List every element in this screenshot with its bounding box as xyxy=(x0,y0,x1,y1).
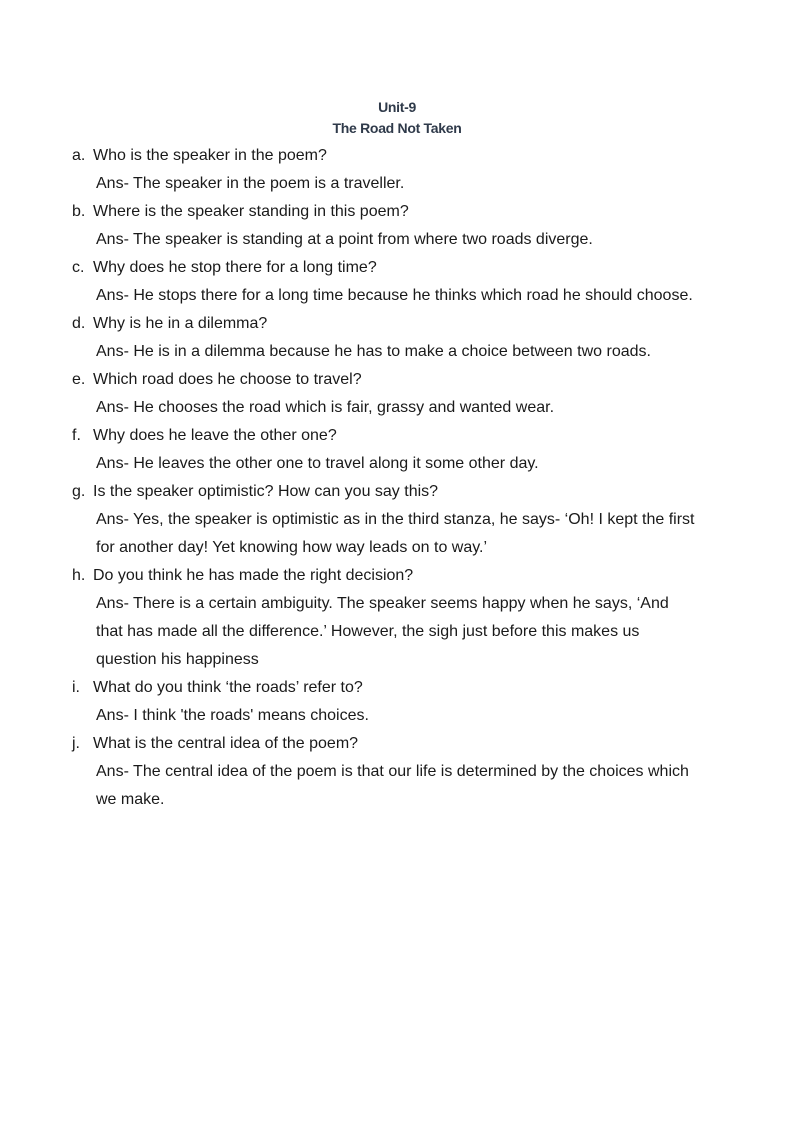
question-text: Which road does he choose to travel? xyxy=(93,371,362,388)
document-header xyxy=(0,97,794,139)
question-text: What do you think ‘the roads’ refer to? xyxy=(93,679,363,696)
question-answer-list xyxy=(72,142,712,814)
qa-item-i xyxy=(72,674,712,730)
unit-heading: Unit-9 xyxy=(378,99,416,115)
question-line xyxy=(72,366,712,394)
qa-item-b xyxy=(72,198,712,254)
question-letter: i. xyxy=(72,679,80,696)
answer-text: Ans- The speaker in the poem is a traveller. xyxy=(96,175,405,192)
question-letter: g. xyxy=(72,483,86,500)
qa-item-d xyxy=(72,310,712,366)
question-letter: a. xyxy=(72,147,86,164)
answer-text: Ans- He stops there for a long time because he thinks which road he should choose. xyxy=(96,287,693,304)
question-line xyxy=(72,562,712,590)
question-text: Do you think he has made the right decision? xyxy=(93,567,414,584)
question-text: Why does he stop there for a long time? xyxy=(93,259,377,276)
qa-item-a xyxy=(72,142,712,198)
question-line xyxy=(72,478,712,506)
answer-text: Ans- I think 'the roads' means choices. xyxy=(96,707,369,724)
answer-text: Ans- He is in a dilemma because he has to make a choice between two roads. xyxy=(96,343,651,360)
question-text: Where is the speaker standing in this poem? xyxy=(93,203,409,220)
question-letter: e. xyxy=(72,371,86,388)
question-letter: j. xyxy=(72,735,80,752)
qa-item-c xyxy=(72,254,712,310)
question-line xyxy=(72,422,712,450)
question-text: Why does he leave the other one? xyxy=(93,427,337,444)
poem-title: The Road Not Taken xyxy=(332,120,462,136)
qa-item-e xyxy=(72,366,712,422)
qa-item-h xyxy=(72,562,712,674)
answer-text: Ans- He leaves the other one to travel along it some other day. xyxy=(96,455,539,472)
qa-item-g xyxy=(72,478,712,562)
answer-text: Ans- The central idea of the poem is that our life is determined by the choices which we make. xyxy=(96,763,689,808)
question-line xyxy=(72,310,712,338)
question-letter: f. xyxy=(72,427,81,444)
question-line xyxy=(72,254,712,282)
question-text: Why is he in a dilemma? xyxy=(93,315,268,332)
question-text: Is the speaker optimistic? How can you say this? xyxy=(93,483,439,500)
qa-item-j xyxy=(72,730,712,814)
question-line xyxy=(72,142,712,170)
question-letter: d. xyxy=(72,315,86,332)
answer-text: Ans- Yes, the speaker is optimistic as in the third stanza, he says- ‘Oh! I kept the first for another day! Yet knowing how way leads on to way.’ xyxy=(96,511,695,556)
question-letter: b. xyxy=(72,203,86,220)
answer-text: Ans- There is a certain ambiguity. The speaker seems happy when he says, ‘And that has made all the difference.’ However, the sigh just before this makes us question his happiness xyxy=(96,595,669,668)
qa-item-f xyxy=(72,422,712,478)
question-letter: h. xyxy=(72,567,86,584)
question-letter: c. xyxy=(72,259,85,276)
question-line xyxy=(72,198,712,226)
answer-text: Ans- He chooses the road which is fair, grassy and wanted wear. xyxy=(96,399,555,416)
question-text: Who is the speaker in the poem? xyxy=(93,147,327,164)
answer-text: Ans- The speaker is standing at a point from where two roads diverge. xyxy=(96,231,593,248)
question-text: What is the central idea of the poem? xyxy=(93,735,359,752)
question-line xyxy=(72,674,712,702)
question-line xyxy=(72,730,712,758)
